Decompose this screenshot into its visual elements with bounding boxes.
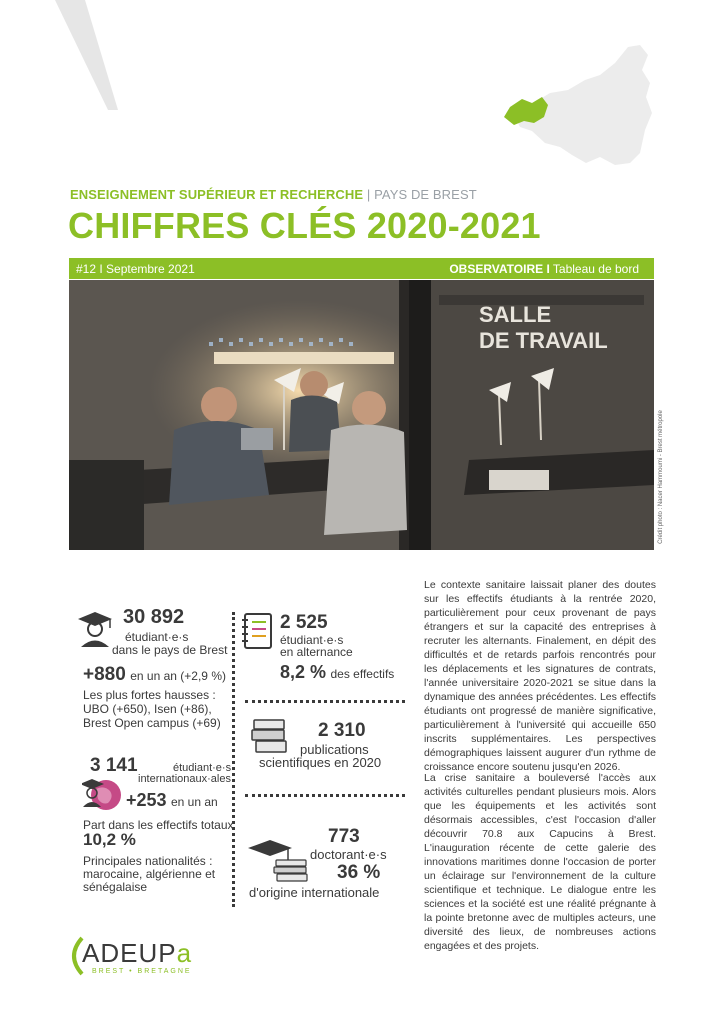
international-label: étudiant·e·s — [173, 762, 232, 774]
nationalities-line1: marocaine, algérienne et — [83, 867, 216, 881]
international-count: 3 141 — [90, 755, 138, 776]
students-location: dans le pays de Brest — [112, 643, 228, 657]
decorative-swoosh — [0, 0, 130, 115]
culture-paragraph: La crise sanitaire a bouleversé l'accès aux activités culturelles pendant plusieurs mois. Alors que les équipements et les activités sont désormais accessibles, c'est l'occasion d'aller découvrir 70.8 aux Capucins à Brest. L'inauguration récente de cette galerie des innovations maritimes donne l'occasion de porter un éclairage sur l'environnement de la culture scientifique et technique. Le dialogue entre les sciences et la société est une réalité prégnante à la pointe bretonne avec de multiples acteurs, une diversité des lieux, de nombreuses actions engagées et des projets. — [424, 772, 656, 952]
logo-tagline: BREST • BRETAGNE — [92, 968, 192, 975]
issue-label: #12 I Septembre 2021 — [76, 262, 195, 276]
international-change-text: en un an — [171, 795, 218, 809]
observatoire-subtitle: Tableau de bord — [552, 262, 639, 276]
photo-credit-text: Crédit photo : Nacer Hammoumi - Brest métropole — [658, 410, 664, 544]
logo-name: ADEUP — [82, 938, 177, 968]
international-change-line — [126, 790, 218, 811]
doctorants-share-text: d'origine internationale — [249, 885, 380, 900]
dotted-separator — [245, 700, 405, 703]
highlights-title: Les plus fortes hausses : — [83, 688, 216, 702]
room-sign-line1: SALLE — [479, 302, 552, 327]
doctorants-count: 773 — [328, 826, 360, 847]
publications-count: 2 310 — [318, 720, 366, 741]
students-change: +880 — [83, 664, 126, 685]
nationalities — [83, 855, 215, 894]
photo-credit — [654, 410, 668, 550]
room-sign-line2: DE TRAVAIL — [479, 328, 608, 353]
observatoire-label — [449, 262, 639, 276]
books-stack-icon — [250, 718, 290, 754]
doctorants-label: doctorant·e·s — [310, 847, 387, 862]
alternance-count: 2 525 — [280, 612, 328, 633]
logo-wordmark — [82, 938, 192, 969]
highlights-line1: UBO (+650), Isen (+86), — [83, 702, 212, 716]
dotted-separator-2 — [245, 794, 405, 797]
alternance-share-text: des effectifs — [330, 667, 395, 681]
graduate-student-icon — [76, 610, 114, 648]
logo-accent: a — [176, 938, 193, 968]
nationalities-title: Principales nationalités : — [83, 854, 213, 868]
students-highlights — [83, 688, 221, 730]
kicker-separator: | — [366, 187, 371, 202]
publications-label1: publications — [300, 742, 369, 757]
kicker-place: PAYS DE BREST — [374, 187, 477, 202]
page-title: CHIFFRES CLÉS 2020-2021 — [68, 205, 541, 246]
publications-label2: scientifiques en 2020 — [259, 755, 382, 770]
study-room-photo — [69, 280, 654, 550]
international-share-label: Part dans les effectifs totaux — [83, 818, 234, 832]
highlights-line2: Brest Open campus (+69) — [83, 716, 221, 730]
observatoire-title: OBSERVATOIRE I — [449, 262, 550, 276]
international-label2: internationaux·ales — [138, 773, 231, 785]
brittany-map-icon — [490, 35, 660, 185]
alternance-share: 8,2 % — [280, 662, 327, 682]
alternance-label2: en alternance — [280, 645, 353, 659]
students-change-line — [83, 664, 226, 686]
column-divider — [232, 612, 235, 907]
international-change: +253 — [126, 790, 167, 810]
alternance-label1: étudiant·e·s — [280, 633, 344, 647]
issue-band — [69, 258, 654, 279]
header-kicker — [70, 187, 477, 202]
notebook-icon — [240, 612, 274, 650]
intro-paragraph: Le contexte sanitaire laissait planer des doutes sur les effectifs étudiants à la rentrée 2020, particulièrement pour ceux provenant de pays étrangers et sur la capacité des entreprises à recruter les alternants. Finalement, en dépit des difficultés et de retards parfois rencontrés pour les déplacements et les signatures de contrats, l'année universitaire 2020-2021 se situe dans la dynamique des années précédentes. Les effectifs étudiants ont progressé de manière significative, particulièrement à l'université qui accueille 650 inscrits supplémentaires. Les perspectives démographiques laissent augurer d'un rythme de croissance encore soutenu jusqu'en 2026. — [424, 579, 656, 773]
kicker-main: ENSEIGNEMENT SUPÉRIEUR ET RECHERCHE — [70, 187, 364, 202]
mortarboard-books-icon — [248, 838, 310, 882]
globe-graduate-icon — [82, 775, 124, 815]
students-label: étudiant·e·s — [125, 630, 189, 644]
students-change-text: en un an (+2,9 %) — [130, 669, 226, 683]
students-count: 30 892 — [123, 606, 185, 628]
international-share-value: 10,2 % — [83, 830, 136, 849]
doctorants-share: 36 % — [337, 862, 381, 883]
nationalities-line2: sénégalaise — [83, 880, 148, 894]
alternance-share-line — [280, 662, 394, 683]
